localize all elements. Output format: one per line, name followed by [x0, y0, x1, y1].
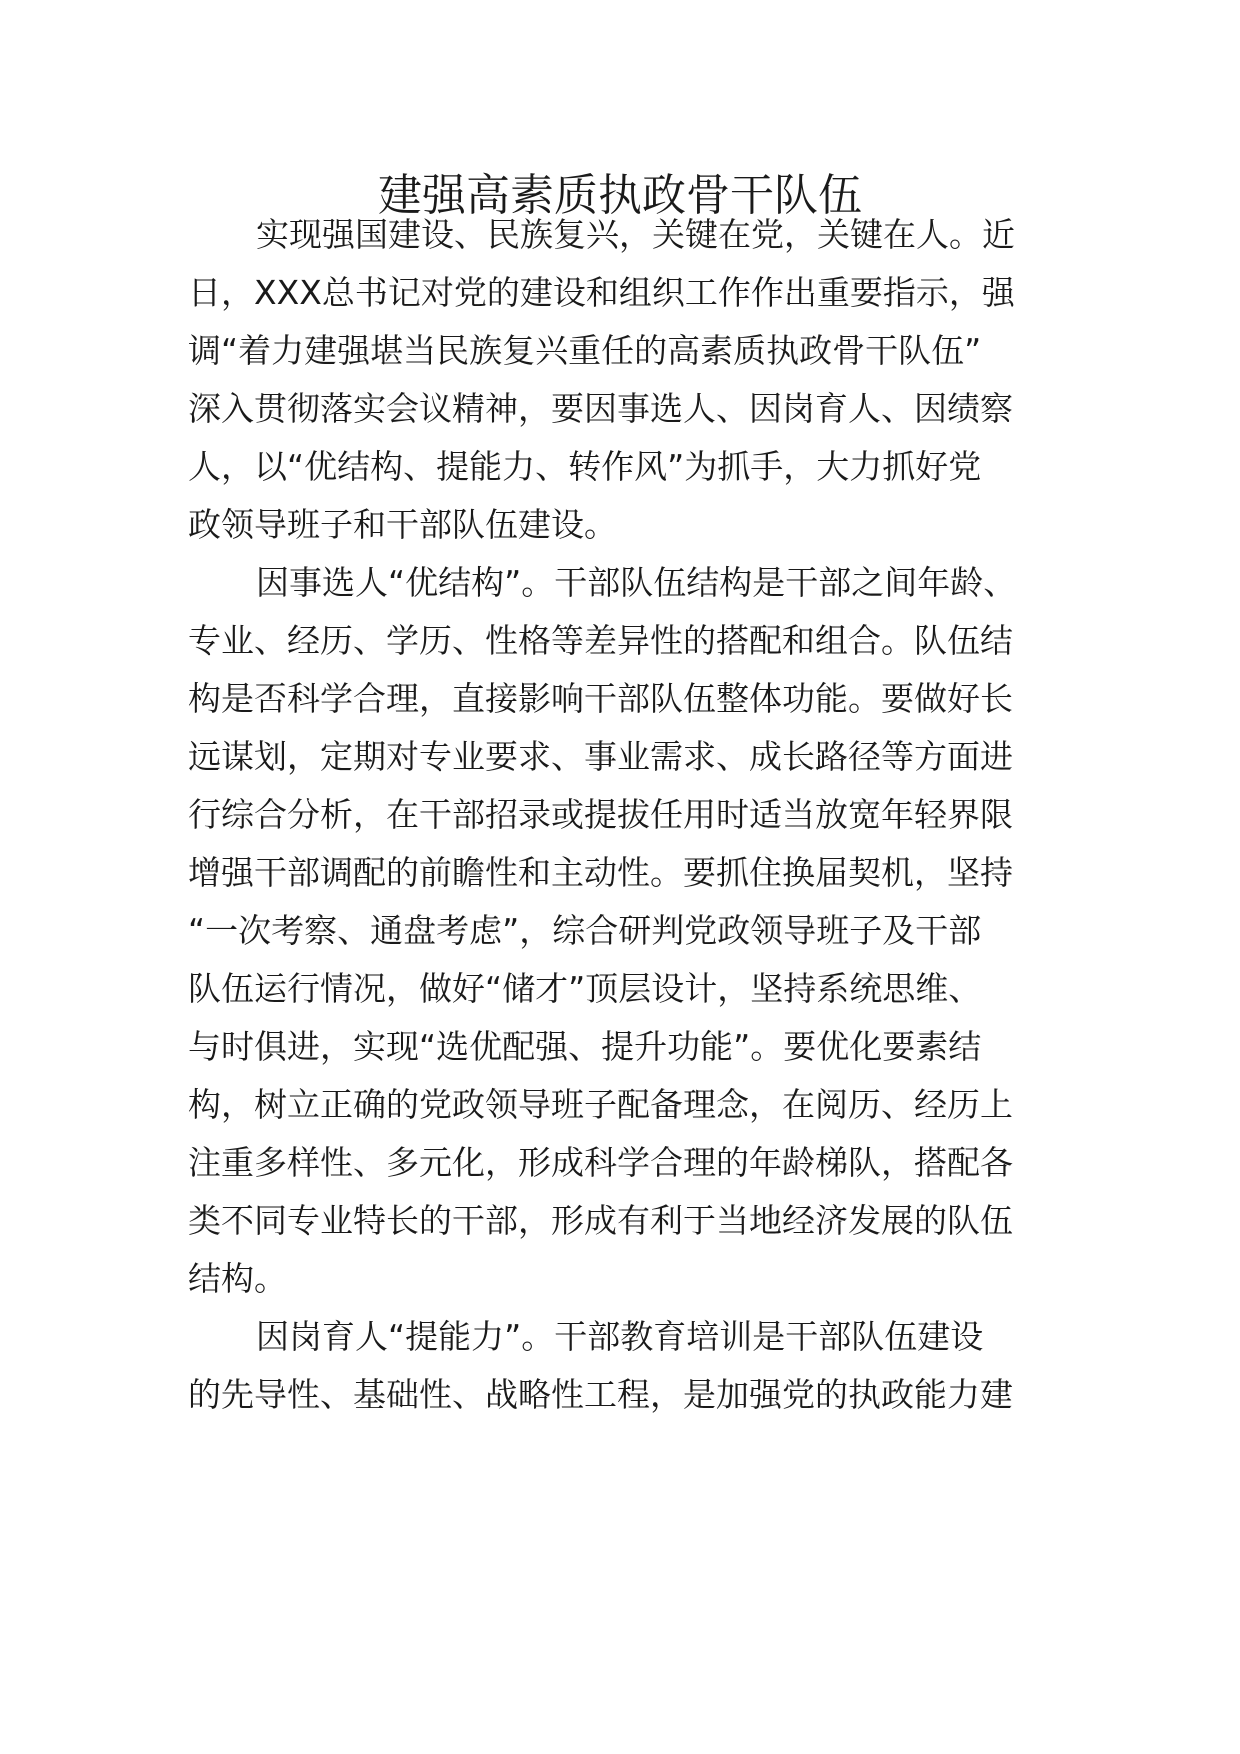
body-line: 政领导班子和干部队伍建设。 [188, 505, 617, 544]
body-line: 行综合分析，在干部招录或提拔任用时适当放宽年轻界限 [188, 795, 1013, 834]
body-line: 远谋划，定期对专业要求、事业需求、成长路径等方面进 [188, 737, 1013, 776]
body-line: 因岗育人“提能力”。干部教育培训是干部队伍建设 [256, 1317, 984, 1356]
body-line: 构是否科学合理，直接影响干部队伍整体功能。要做好长 [188, 679, 1013, 718]
body-line: 注重多样性、多元化，形成科学合理的年龄梯队，搭配各 [188, 1143, 1013, 1182]
body-line: 增强干部调配的前瞻性和主动性。要抓住换届契机，坚持 [188, 853, 1013, 892]
body-line: 因事选人“优结构”。干部队伍结构是干部之间年龄、 [256, 563, 1017, 602]
body-line: 实现强国建设、民族复兴，关键在党，关键在人。近 [256, 215, 1015, 254]
body-line: 人，以“优结构、提能力、转作风”为抓手，大力抓好党 [188, 447, 982, 486]
body-line: 深入贯彻落实会议精神，要因事选人、因岗育人、因绩察 [188, 389, 1013, 428]
body-line: “一次考察、通盘考虑”，综合研判党政领导班子及干部 [188, 911, 982, 950]
body-line: 的先导性、基础性、战略性工程，是加强党的执政能力建 [188, 1375, 1013, 1414]
document-title: 建强高素质执政骨干队伍 [378, 170, 862, 221]
body-line: 专业、经历、学历、性格等差异性的搭配和组合。队伍结 [188, 621, 1013, 660]
body-line: 类不同专业特长的干部，形成有利于当地经济发展的队伍 [188, 1201, 1013, 1240]
body-line: 与时俱进，实现“选优配强、提升功能”。要优化要素结 [188, 1027, 982, 1066]
body-line: 构，树立正确的党政领导班子配备理念，在阅历、经历上 [188, 1085, 1013, 1124]
body-line: 结构。 [188, 1259, 287, 1298]
body-line: 队伍运行情况，做好“储才”顶层设计，坚持系统思维、 [188, 969, 982, 1008]
body-line: 日，XXX总书记对党的建设和组织工作作出重要指示，强 [188, 273, 1015, 312]
body-line: 调“着力建强堪当民族复兴重任的高素质执政骨干队伍” [188, 331, 982, 370]
